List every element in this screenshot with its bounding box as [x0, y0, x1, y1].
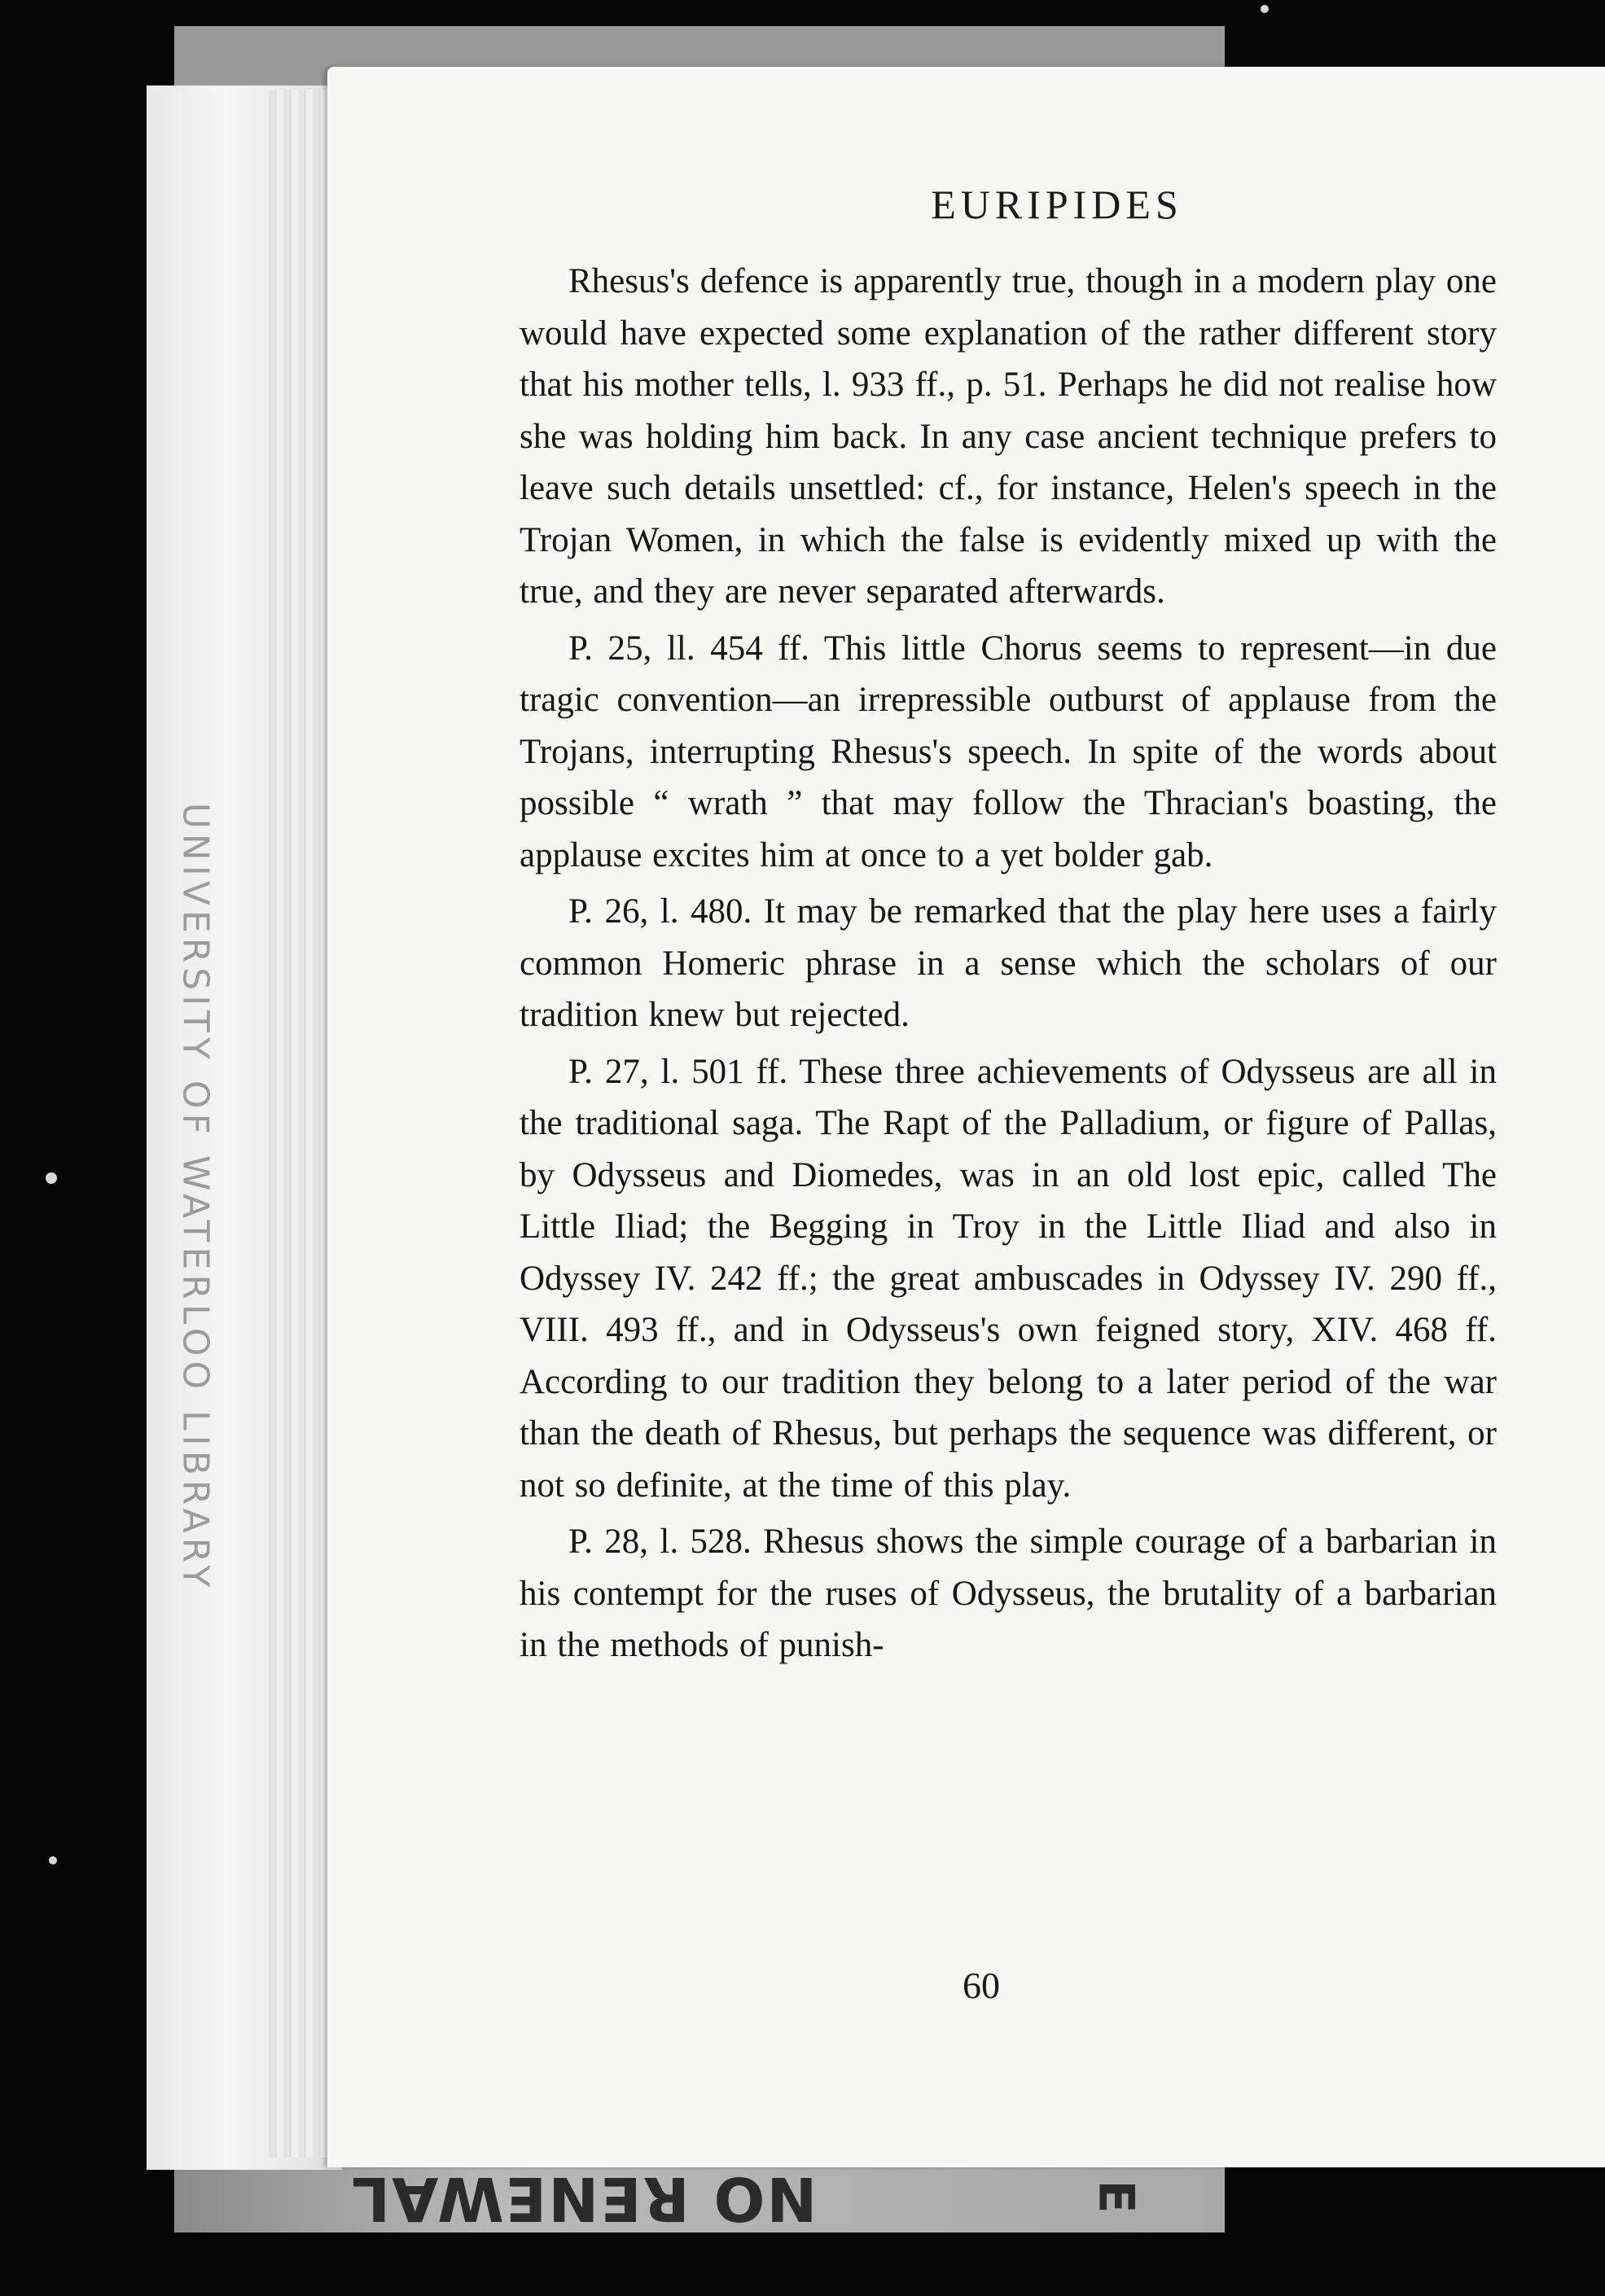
book-page	[327, 67, 1605, 2167]
no-renewal-stamp	[350, 2162, 1164, 2235]
paragraph-1: Rhesus's defence is apparently true, though in a modern play one would have expected some explanation of the rather different story that his mother tells, l. 933 ff., p. 51. Perhaps he did not realise how she was holding him back. In any case ancient technique prefers to leave such details unsettled: cf., for instance, Helen's speech in the Trojan Women, in which the false is evidently mixed up with the true, and they are never separated afterwards.	[520, 262, 1497, 611]
dust-speck	[49, 1856, 57, 1864]
page-text-block	[520, 181, 1497, 1672]
no-renewal-stamp-text: NO RENEWAL	[350, 2163, 818, 2233]
paragraph-2: P. 25, ll. 454 ff. This little Chorus seems to represent—in due tragic convention—an irrepressible outburst of applause from the Trojans, interrupting Rhesus's speech. In spite of the words about possible “ wrath ” that may follow the Thracian's boasting, the applause excites him at once to a yet bolder gab.	[520, 629, 1497, 874]
library-stamp-text: UNIVERSITY OF WATERLOO LIBRARY	[174, 802, 217, 1592]
page-number: 60	[963, 1965, 1000, 2006]
stamp-letter: E	[1087, 2180, 1145, 2214]
dust-speck	[1261, 5, 1269, 13]
page-edge-lines	[269, 90, 334, 2158]
paragraph-4: P. 27, l. 501 ff. These three achievements of Odysseus are all in the traditional saga. The Rapt of the Palladium, or figure of Pallas, by Odysseus and Diomedes, was in an old lost epic, called The Little Iliad; the Begging in Troy in the Little Iliad and also in Odyssey IV. 242 ff.; the great ambuscades in Odyssey IV. 290 ff., VIII. 493 ff., and in Odysseus's own feigned story, XIV. 468 ff. According to our tradition they belong to a later period of the war than the death of Rhesus, but perhaps the sequence was different, or not so definite, at the time of this play.	[520, 1052, 1497, 1505]
library-edge-stamp	[171, 716, 220, 1677]
running-head: EURIPIDES	[931, 182, 1183, 227]
dust-speck	[46, 1172, 57, 1184]
paragraph-3: P. 26, l. 480. It may be remarked that the play here uses a fairly common Homeric phrase in a sense which the scholars of our tradition knew but rejected.	[520, 892, 1497, 1034]
paragraph-5: P. 28, l. 528. Rhesus shows the simple courage of a barbarian in his contempt for the ruses of Odysseus, the brutality of a barbarian in the methods of punish-	[520, 1523, 1497, 1664]
